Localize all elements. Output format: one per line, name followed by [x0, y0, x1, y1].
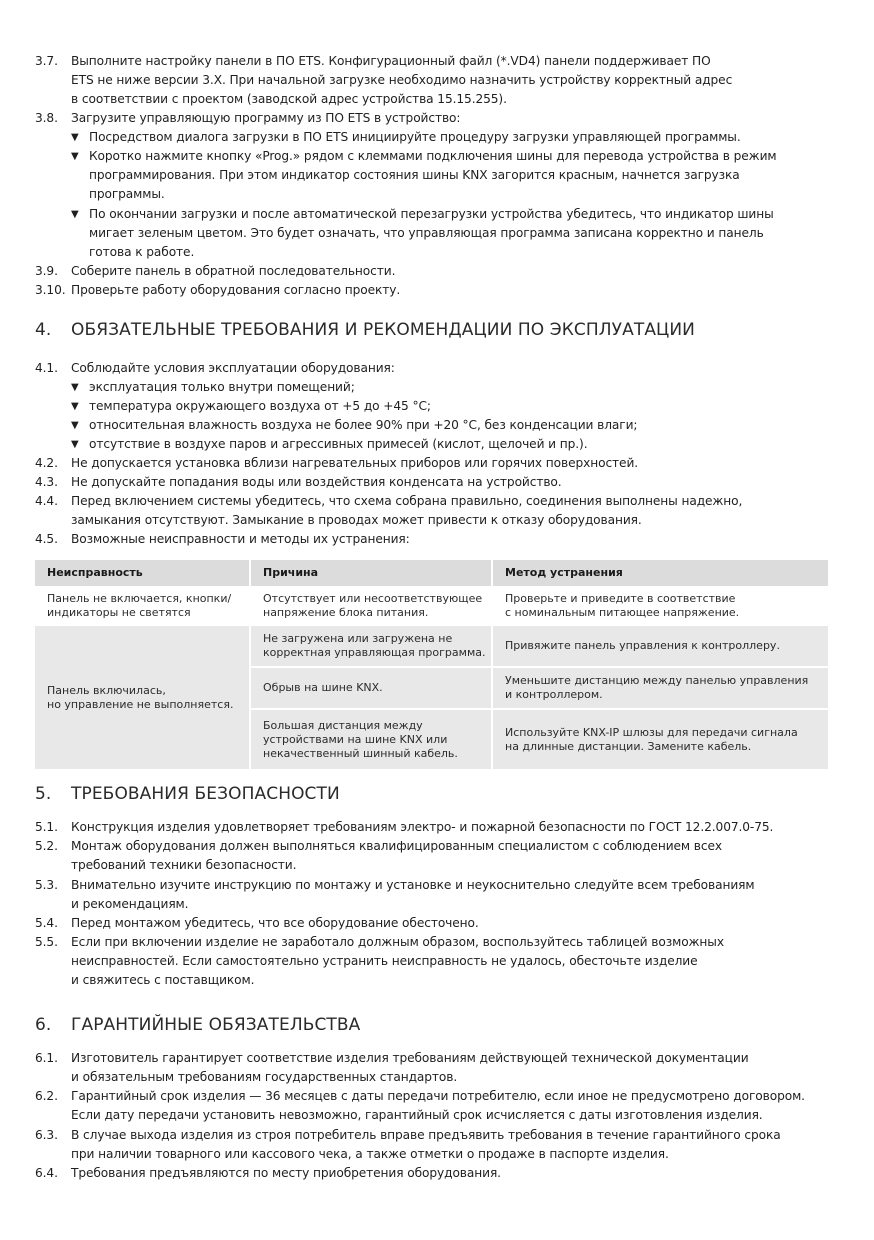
item-number: 4.4.	[35, 494, 58, 508]
table-cell-cause	[251, 586, 491, 626]
cell-text-line: на длинные дистанции. Замените кабель.	[505, 739, 752, 753]
item-text-line: и обязательным требованиям государственных стандартов.	[71, 1070, 458, 1084]
item-number: 3.8.	[35, 111, 58, 125]
item-text-line: Изготовитель гарантирует соответствие изделия требованиям действующей технической документации	[71, 1051, 749, 1065]
item-text-line: Возможные неисправности и методы их устранения:	[71, 532, 410, 546]
section-number: 4.	[35, 320, 52, 340]
table-cell-cause	[251, 626, 491, 666]
bullet-text-line: По окончании загрузки и после автоматической перезагрузки устройства убедитесь, что индикатор шины	[89, 207, 774, 221]
item-number: 4.5.	[35, 532, 58, 546]
table-cell-fault	[35, 626, 249, 769]
bullet-triangle-icon: ▼	[71, 209, 79, 220]
item-text-line: Конструкция изделия удовлетворяет требованиям электро- и пожарной безопасности по ГОСТ 12.2.007.0-75.	[71, 820, 774, 834]
header-label: Причина	[263, 566, 319, 579]
cell-text-line: напряжение блока питания.	[263, 606, 429, 619]
item-number: 5.5.	[35, 935, 58, 949]
bullet-text-line: температура окружающего воздуха от +5 до +45 °С;	[89, 399, 431, 413]
cell-text-line: Не загружена или загружена не	[263, 632, 453, 645]
bullet-text-line: мигает зеленым цветом. Это будет означать, что управляющая программа записана корректно и панель	[89, 226, 764, 240]
bullet-text-line: эксплуатация только внутри помещений;	[89, 380, 355, 394]
section-title: ТРЕБОВАНИЯ БЕЗОПАСНОСТИ	[71, 784, 340, 804]
item-text-line: Если дату передачи установить невозможно, гарантийный срок исчисляется с даты изготовления изделия.	[71, 1108, 763, 1122]
item-text-line: замыкания отсутствуют. Замыкание в проводах может привести к отказу оборудования.	[71, 513, 642, 527]
item-text-line: Гарантийный срок изделия — 36 месяцев с даты передачи потребителю, если иное не предусмотрено договором.	[71, 1089, 805, 1103]
bullet-text-line: программы.	[89, 187, 165, 201]
troubleshooting-table	[35, 560, 828, 769]
cell-text-line: корректная управляющая программа.	[263, 646, 486, 659]
item-number: 4.3.	[35, 475, 58, 489]
item-number: 3.7.	[35, 54, 58, 68]
bullet-triangle-icon: ▼	[71, 401, 79, 412]
cell-text-line: Обрыв на шине KNX.	[263, 681, 383, 694]
item-text-line: Требования предъявляются по месту приобретения оборудования.	[71, 1166, 501, 1180]
cell-text-line: Используйте KNX-IP шлюзы для передачи сигнала	[505, 725, 798, 739]
section-title: ГАРАНТИЙНЫЕ ОБЯЗАТЕЛЬСТВА	[71, 1015, 361, 1035]
item-text-line: Перед монтажом убедитесь, что все оборудование обесточено.	[71, 916, 479, 930]
item-text-line: Соблюдайте условия эксплуатации оборудования:	[71, 361, 395, 375]
cell-text-line: Панель не включается, кнопки/	[47, 592, 232, 605]
item-number: 3.9.	[35, 264, 58, 278]
item-number: 5.3.	[35, 878, 58, 892]
item-text-line: Перед включением системы убедитесь, что схема собрана правильно, соединения выполнены надежно,	[71, 494, 743, 508]
table-cell-fix	[493, 710, 828, 769]
item-text-line: требований техники безопасности.	[71, 858, 297, 872]
bullet-triangle-icon: ▼	[71, 382, 79, 393]
item-text-line: Внимательно изучите инструкцию по монтажу и установке и неукоснительно следуйте всем требованиям	[71, 878, 755, 892]
table-cell-fault	[35, 586, 249, 626]
item-text-line: и рекомендациям.	[71, 897, 189, 911]
cell-text-line: Отсутствует или несоответствующее	[263, 592, 483, 605]
item-number: 6.3.	[35, 1128, 58, 1142]
bullet-triangle-icon: ▼	[71, 439, 79, 450]
bullet-triangle-icon: ▼	[71, 132, 79, 143]
table-cell-fix	[493, 668, 828, 708]
item-text-line: Не допускайте попадания воды или воздействия конденсата на устройство.	[71, 475, 562, 489]
item-text-line: в соответствии с проектом (заводской адрес устройства 15.15.255).	[71, 92, 507, 106]
item-text-line: Монтаж оборудования должен выполняться квалифицированным специалистом с соблюдением всех	[71, 839, 722, 853]
cell-text-line: индикаторы не светятся	[47, 606, 191, 619]
header-label: Метод устранения	[505, 566, 623, 579]
section-title: ОБЯЗАТЕЛЬНЫЕ ТРЕБОВАНИЯ И РЕКОМЕНДАЦИИ ПО ЭКСПЛУАТАЦИИ	[71, 320, 695, 340]
item-text-line: Не допускается установка вблизи нагревательных приборов или горячих поверхностей.	[71, 456, 639, 470]
item-text-line: Если при включении изделие не заработало должным образом, воспользуйтесь таблицей возможных	[71, 935, 724, 949]
item-text-line: неисправностей. Если самостоятельно устранить неисправность не удалось, обесточьте изделие	[71, 954, 698, 968]
table-cell-cause	[251, 710, 491, 769]
bullet-text-line: относительная влажность воздуха не более 90% при +20 °С, без конденсации влаги;	[89, 418, 638, 432]
item-text-line: ETS не ниже версии 3.X. При начальной загрузке необходимо назначить устройству корректный адрес	[71, 73, 733, 87]
item-number: 4.1.	[35, 361, 58, 375]
cell-text-line: Большая дистанция между	[263, 718, 423, 732]
cell-text-line: Проверьте и приведите в соответствие	[505, 592, 736, 605]
table-header-cell	[35, 560, 249, 586]
cell-text-line: Уменьшите дистанцию между панелью управления	[505, 674, 809, 687]
item-number: 6.1.	[35, 1051, 58, 1065]
item-number: 5.2.	[35, 839, 58, 853]
bullet-text-line: программирования. При этом индикатор состояния шины KNX загорится красным, начнется загрузка	[89, 168, 740, 182]
bullet-triangle-icon: ▼	[71, 151, 79, 162]
table-header-cell	[493, 560, 828, 586]
cell-text-line: но управление не выполняется.	[47, 697, 234, 711]
item-number: 5.1.	[35, 820, 58, 834]
cell-text-line: с номинальным питающее напряжение.	[505, 606, 740, 619]
table-cell-cause	[251, 668, 491, 708]
cell-text-line: и контроллером.	[505, 688, 603, 701]
item-number: 4.2.	[35, 456, 58, 470]
table-header-cell	[251, 560, 491, 586]
item-text-line: Проверьте работу оборудования согласно проекту.	[71, 283, 401, 297]
cell-text-line: устройствами на шине KNX или	[263, 732, 448, 746]
bullet-text-line: Посредством диалога загрузки в ПО ETS инициируйте процедуру загрузки управляющей программы.	[89, 130, 741, 144]
section-number: 5.	[35, 784, 52, 804]
cell-text-line: Панель включилась,	[47, 683, 166, 697]
cell-text-line: Привяжите панель управления к контроллеру.	[505, 639, 780, 652]
bullet-text-line: отсутствие в воздухе паров и агрессивных примесей (кислот, щелочей и пр.).	[89, 437, 588, 451]
item-number: 6.4.	[35, 1166, 58, 1180]
item-text-line: при наличии товарного или кассового чека, а также отметки о продаже в паспорте изделия.	[71, 1147, 669, 1161]
item-text-line: В случае выхода изделия из строя потребитель вправе предъявить требования в течение гарантийного срока	[71, 1128, 781, 1142]
section-number: 6.	[35, 1015, 52, 1035]
item-text-line: Соберите панель в обратной последовательности.	[71, 264, 396, 278]
item-text-line: и свяжитесь с поставщиком.	[71, 973, 255, 987]
cell-text-line: некачественный шинный кабель.	[263, 746, 458, 760]
table-cell-fix	[493, 586, 828, 626]
item-number: 5.4.	[35, 916, 58, 930]
item-text-line: Выполните настройку панели в ПО ETS. Конфигурационный файл (*.VD4) панели поддерживает ПО	[71, 54, 711, 68]
item-text-line: Загрузите управляющую программу из ПО ETS в устройство:	[71, 111, 461, 125]
table-cell-fix	[493, 626, 828, 666]
bullet-text-line: Коротко нажмите кнопку «Prog.» рядом с клеммами подключения шины для перевода устройства в режим	[89, 149, 777, 163]
bullet-triangle-icon: ▼	[71, 420, 79, 431]
header-label: Неисправность	[47, 566, 143, 579]
item-number: 3.10.	[35, 283, 66, 297]
item-number: 6.2.	[35, 1089, 58, 1103]
bullet-text-line: готова к работе.	[89, 245, 195, 259]
